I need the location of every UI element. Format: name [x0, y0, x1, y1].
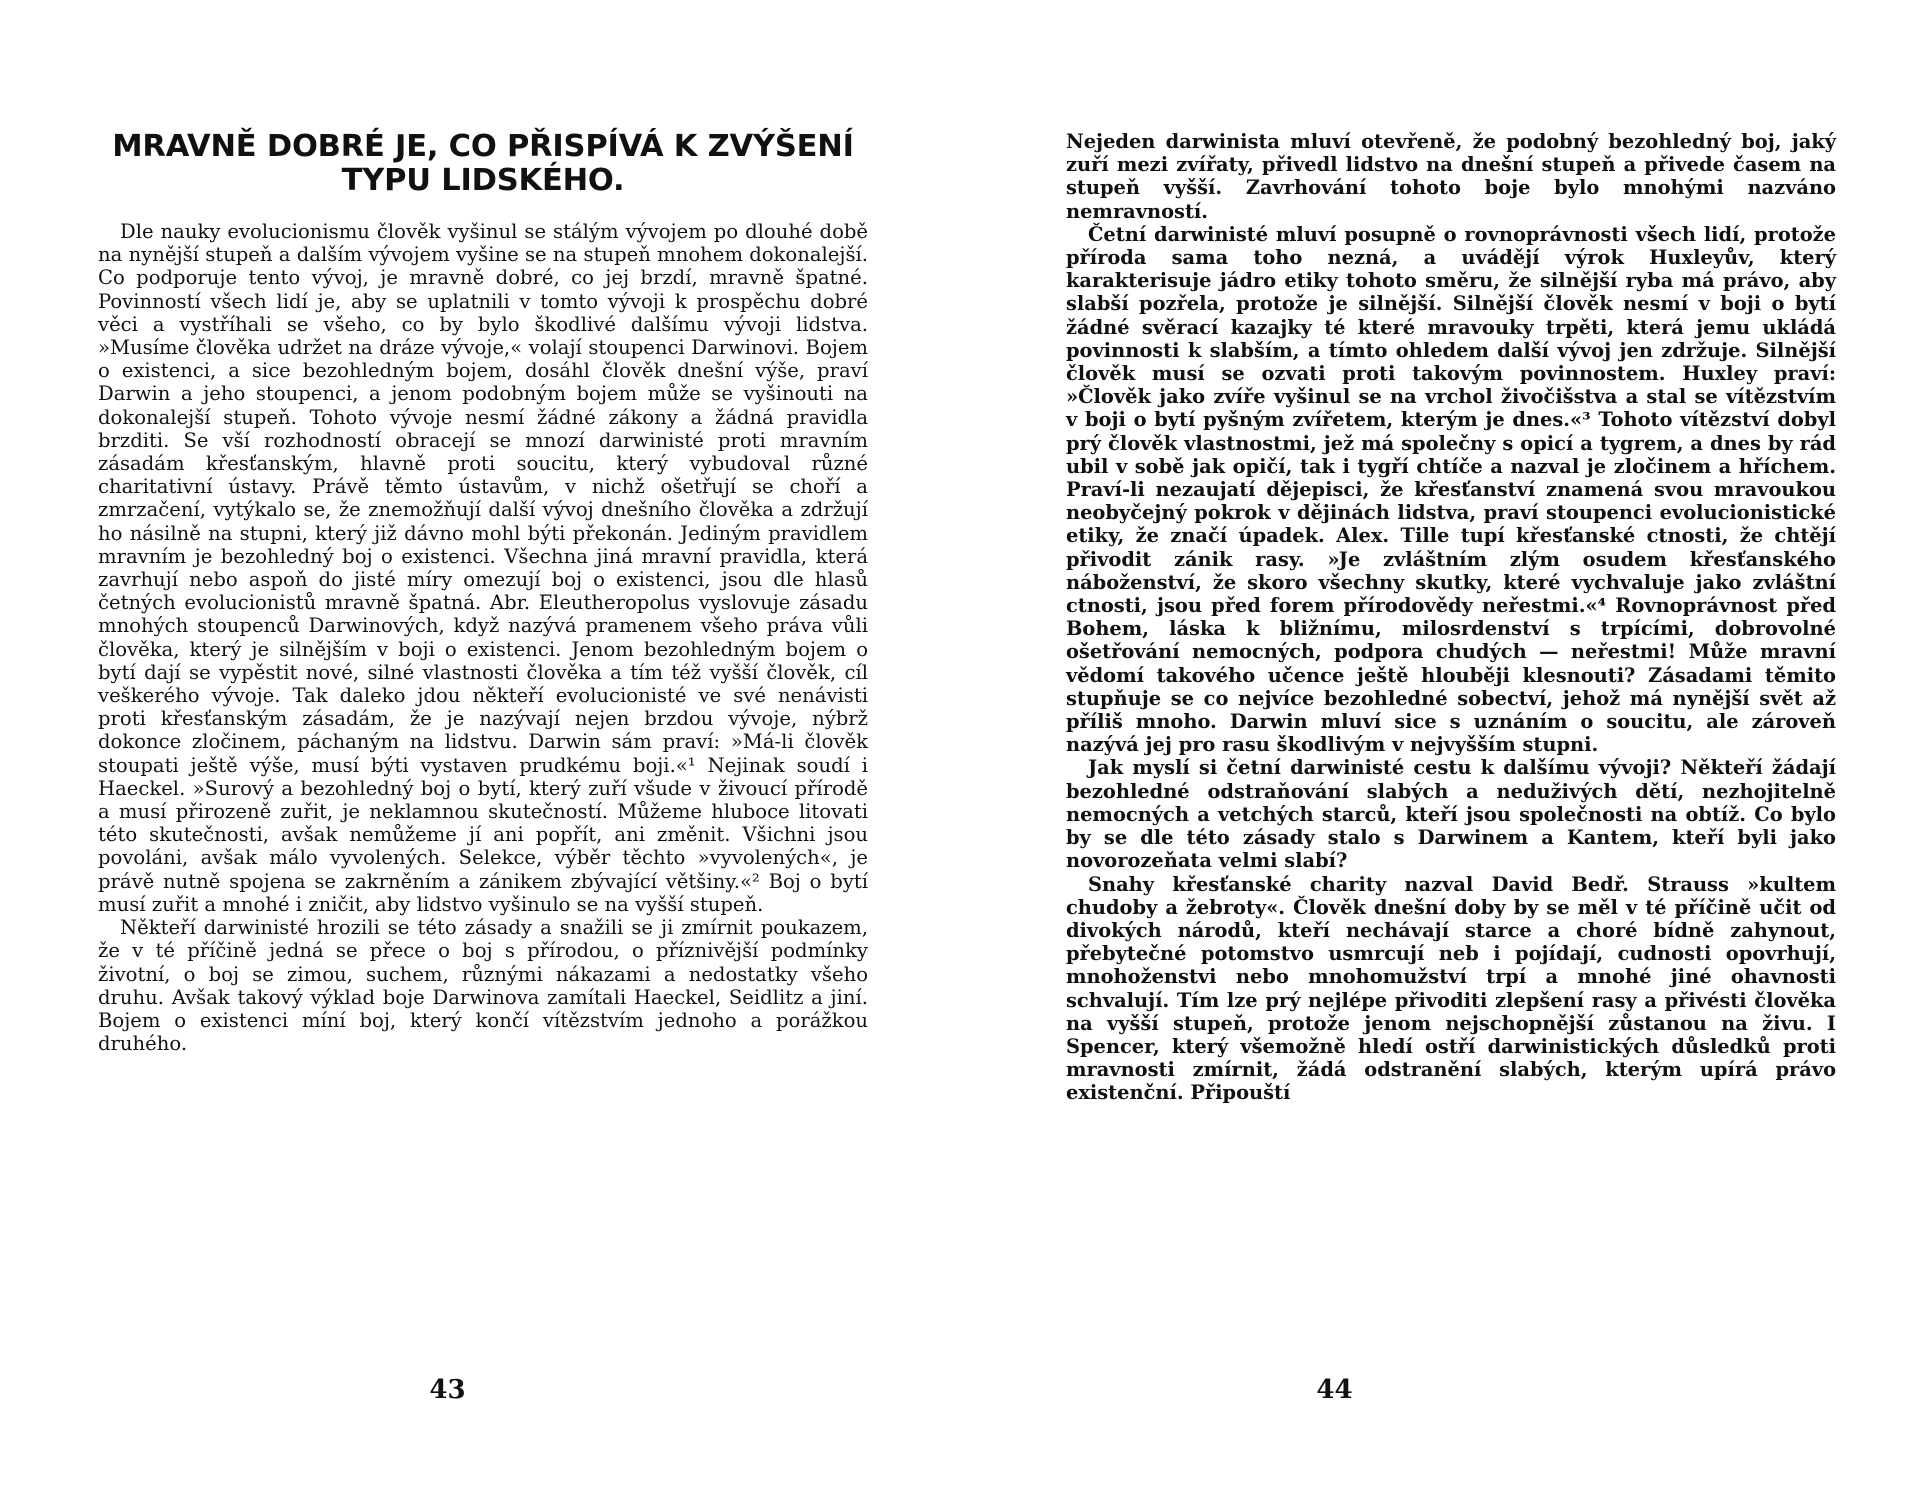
page-number: 44 — [1316, 1375, 1353, 1405]
paragraph: Jak myslí si četní darwinisté cestu k dalšímu vývoji? Někteří žádají bezohledné odstraňování slabých a neduživých dětí, nezhojitelně nemocných a vetchých starců, kteří jsou společnosti na obtíž. Co bylo by se dle této zásady stalo s Darwinem a Kantem, kteří byli jako novorozeňata velmi slabí? — [1066, 756, 1836, 873]
page-number: 43 — [429, 1375, 466, 1405]
paragraph: Snahy křesťanské charity nazval David Bedř. Strauss »kultem chudoby a žebroty«. Člověk dnešní doby by se měl v té příčině učit od divokých národů, kteří nechávají starce a choré bídně zahynout, přebytečné potomstvo usmrcují neb i pojídají, cudnosti opovrhují, mnohoženstvi nebo mnohomužství trpí a mnohé jiné ohavnosti schvalují. Tím lze prý nejlépe přivoditi zlepšení rasy a přivésti člověka na vyšší stupeň, protože jenom nejschopnější zůstanou na živu. I Spencer, který všemožně hledí ostří darwinistických důsledků proti mravnosti zmírnit, žádá odstranění slabých, kterým upírá právo existenční. Připouští — [1066, 872, 1836, 1105]
paragraph: Dle nauky evolucionismu člověk vyšinul se stálým vývojem po dlouhé době na nynější stupeň a dalším vývojem vyšine se na stupeň mnohem dokonalejší. Co podporuje tento vývoj, je mravně dobré, co jej brzdí, mravně špatné. Povinností všech lidí je, aby se uplatnili v tomto vývoji k prospěchu dobré věci a vystříhali se všeho, co by bylo škodlivé dalšímu vývoji lidstva. »Musíme člověka udržet na dráze vývoje,« volají stoupenci Darwinovi. Bojem o existenci, a sice bezohledným bojem, dosáhl člověk dnešní výše, praví Darwin a jeho stoupenci, a jenom podobným bojem může se vyšinouti na dokonalejší stupeň. Tohoto vývoje nesmí žádné zákony a žádná pravidla brzditi. Se vší rozhodností obracejí se mnozí darwinisté proti mravním zásadám křesťanským, hlavně proti soucitu, který vybudoval různé charitativní ústavy. Právě těmto ústavům, v nichž ošetřují se choří a zmrzačení, vytýkalo se, že znemožňují další vývoj dnešního člověka a zdržují ho násilně na stupni, který již dávno mohl býti překonán. Jediným pravidlem mravním je bezohledný boj o existenci. Všechna jiná mravní pravidla, která zavrhují nebo aspoň do jisté míry omezují boj o existenci, jsou dle hlasů četných evolucionistů mravně špatná. Abr. Eleutheropolus vyslovuje zásadu mnohých stoupenců Darwinových, když nazývá pramenem všeho práva vůli člověka, který je silnějším v boji o existenci. Jenom bezohledným bojem o bytí dají se vypěstit nové, silné vlastnosti člověka a tím též vyšší člověk, cíl veškerého vývoje. Tak daleko jdou někteří evolucionisté ve své nenávisti proti křesťanským zásadám, že je nazývají nejen brzdou vývoje, nýbrž dokonce zločinem, páchaným na lidstvu. Darwin sám praví: »Má-li člověk stoupati ještě výše, musí býti vystaven prudkému boji.«¹ Nejinak soudí i Haeckel. »Surový a bezohledný boj o bytí, který zuří všude v živoucí přírodě a musí přirozeně zuřit, je neklamnou skutečností. Můžeme hluboce litovati této skutečnosti, avšak nemůžeme jí ani popřít, ani změnit. Všichni jsou povoláni, avšak málo vyvolených. Selekce, výběr těchto »vyvolených«, je právě nutně spojena se zakrněním a zánikem zbývající většiny.«² Boj o bytí musí zuřit a mnohé i zničit, aby lidstvo vyšinulo se na vyšší stupeň. — [98, 220, 868, 916]
paragraph: Četní darwinisté mluví posupně o rovnoprávnosti všech lidí, protože příroda sama toho nezná, a uvádějí výrok Huxleyův, který karakterisuje jádro etiky tohoto směru, že silnější ryba má právo, aby slabší pozřela, protože je silnější. Silnější člověk nesmí v boji o bytí žádné svěrací kazajky té které mravouky trpěti, která jemu ukládá povinnosti k slabším, a tímto ohledem další vývoj jen zdržuje. Silnější člověk musí se ozvati proti takovým povinnostem. Huxley praví: »Člověk jako zvíře vyšinul se na vrchol živočišstva a stal se vítězstvím v boji o bytí pyšným zvířetem, kterým je dnes.«³ Tohoto vítězství dobyl prý člověk vlastnostmi, jež má společny s opicí a tygrem, a dnes by rád ubil v sobě jak opičí, tak i tygří chtíče a nazval je zločinem a hříchem. Praví-li nezaujatí dějepisci, že křesťanství znamená svou mravoukou neobyčejný pokrok v dějinách lidstva, praví stoupenci evolucionistické etiky, že značí úpadek. Alex. Tille tupí křesťanské ctnosti, že chtějí přivodit zánik rasy. »Je zvláštním zlým osudem křesťanského náboženství, že skoro všechny skutky, které vychvaluje jako zvláštní ctnosti, jsou před forem přírodovědy neřestmi.«⁴ Rovnoprávnost před Bohem, láska k bližnímu, milosrdenství s trpícími, dobrovolné ošetřování nemocných, podpora chudých — neřestmi! Může mravní vědomí takového učence ještě hlouběji klesnouti? Zásadami těmito stupňuje se co nejvíce bezohledné sobectví, jehož má nynější svět až příliš mnoho. Darwin mluví sice s uznáním o soucitu, ale zároveň nazývá jej pro rasu škodlivým v nejvyšším stupni. — [1066, 222, 1836, 757]
right-page-text — [1066, 130, 1836, 1105]
paragraph: Nejeden darwinista mluví otevřeně, že podobný bezohledný boj, jaký zuří mezi zvířaty, přivedl lidstvo na dnešní stupeň a přivede časem na stupeň vyšší. Zavrhování tohoto boje bylo mnohými nazváno nemravností. — [1066, 130, 1836, 223]
left-page-text — [98, 130, 868, 1055]
right-page — [961, 0, 1922, 1500]
paragraph: Někteří darwinisté hrozili se této zásady a snažili se ji zmírnit poukazem, že v té příčině jedná se přece o boj s přírodou, o příznivější podmínky životní, o boj se zimou, suchem, různými nákazami a nedostatky všeho druhu. Avšak takový výklad boje Darwinova zamítali Haeckel, Seidlitz a jiní. Bojem o existenci míní boj, který končí vítězstvím jednoho a porážkou druhého. — [98, 916, 868, 1056]
chapter-title: MRAVNĚ DOBRÉ JE, CO PŘISPÍVÁ K ZVÝŠENÍ TYPU LIDSKÉHO. — [112, 129, 854, 198]
